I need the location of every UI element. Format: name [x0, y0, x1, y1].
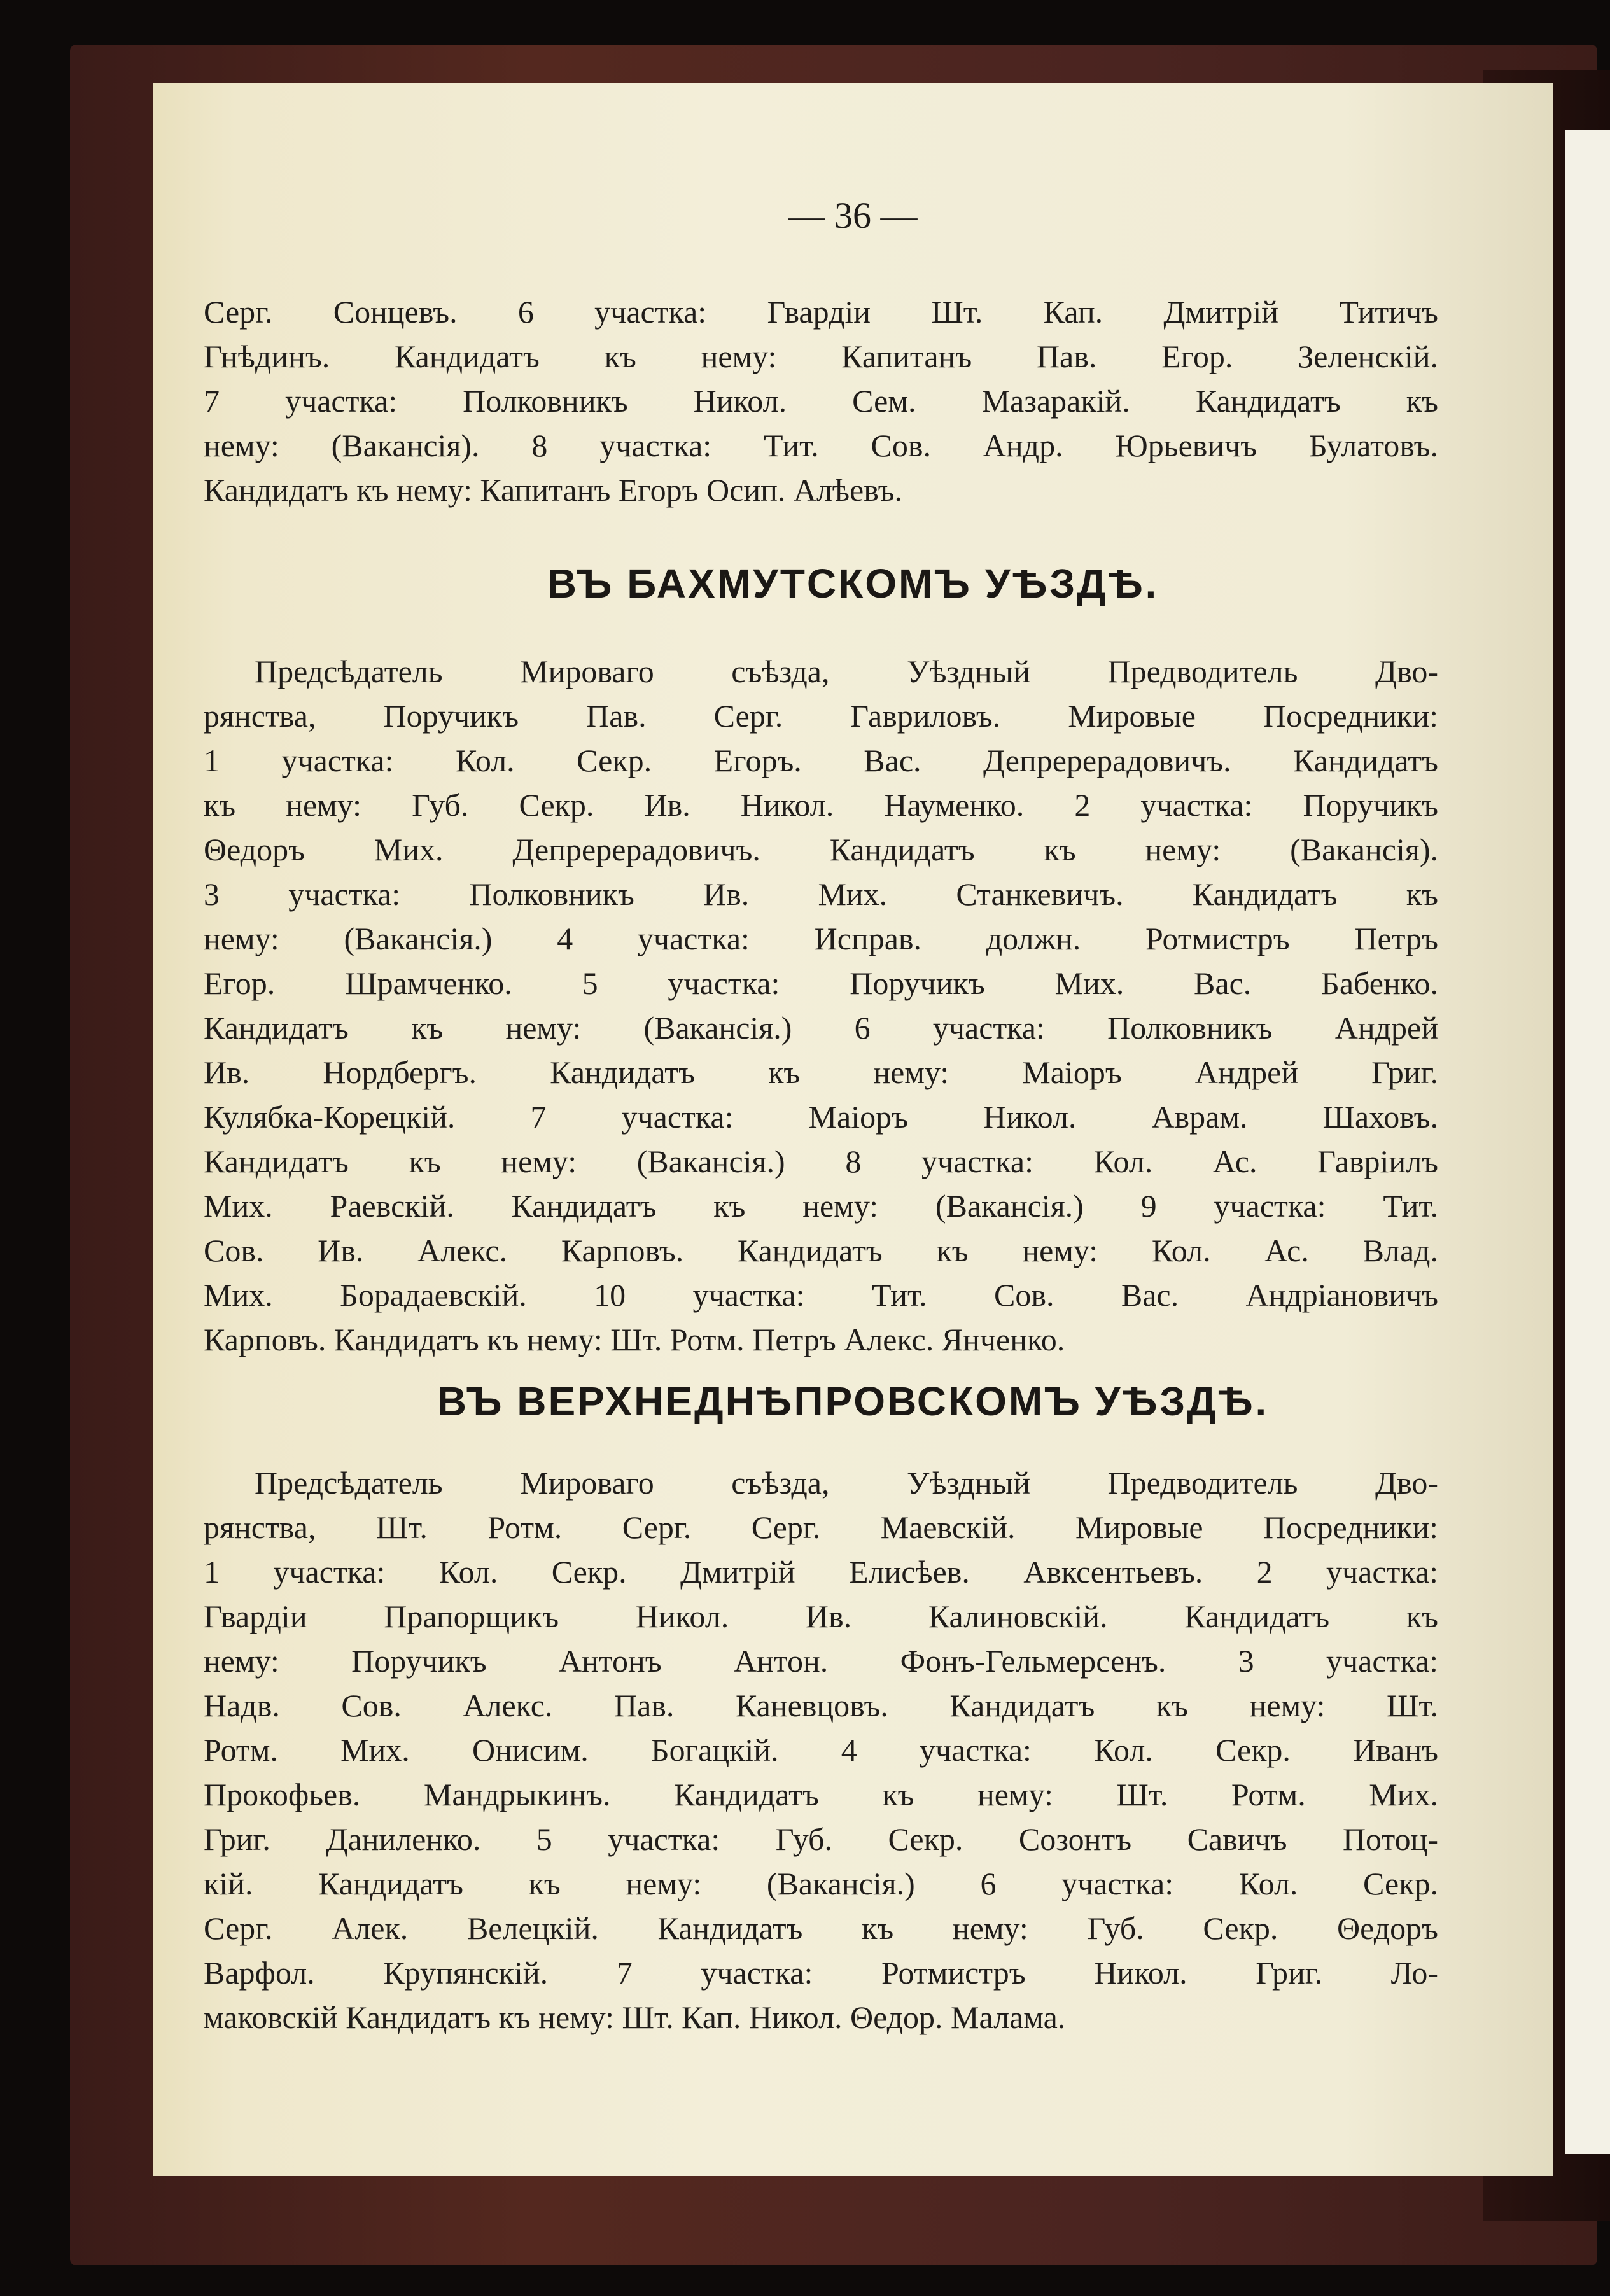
text-line: Сов. Ив. Алекс. Карповъ. Кандидатъ къ нему: Кол. Ас. Влад. [204, 1233, 1438, 1268]
text-line: Григ. Даниленко. 5 участка: Губ. Секр. Созонтъ Савичъ Потоц- [204, 1821, 1438, 1857]
paragraph-bakhmut [204, 649, 1438, 1362]
adjacent-page-edge [1565, 130, 1610, 2154]
text-line: Предсѣдатель Мироваго съѣзда, Уѣздный Предводитель Дво- [255, 654, 1438, 689]
text-line: Карповъ. Кандидатъ къ нему: Шт. Ротм. Петръ Алекс. Янченко. [204, 1322, 1065, 1357]
text-line: Надв. Сов. Алекс. Пав. Каневцовъ. Кандидатъ къ нему: Шт. [204, 1688, 1438, 1723]
text-line: Серг. Сонцевъ. 6 участка: Гвардіи Шт. Кап. Дмитрій Титичъ [204, 294, 1438, 330]
text-line: 1 участка: Кол. Секр. Дмитрій Елисѣев. Авксентьевъ. 2 участка: [204, 1554, 1438, 1590]
page-number: — 36 — [788, 195, 918, 236]
text-line: нему: Поручикъ Антонъ Антон. Фонъ-Гельмерсенъ. 3 участка: [204, 1643, 1438, 1679]
text-line: Кулябка-Корецкій. 7 участка: Маіоръ Никол. Аврам. Шаховъ. [204, 1099, 1438, 1135]
text-line: 3 участка: Полковникъ Ив. Мих. Станкевичъ. Кандидатъ къ [204, 876, 1438, 912]
text-line: Гнѣдинъ. Кандидатъ къ нему: Капитанъ Пав. Егор. Зеленскій. [204, 339, 1438, 374]
text-line: 7 участка: Полковникъ Никол. Сем. Мазаракій. Кандидатъ къ [204, 383, 1438, 419]
text-line: рянства, Поручикъ Пав. Серг. Гавриловъ. Мировые Посредники: [204, 698, 1438, 734]
text-line: Кандидатъ къ нему: (Вакансія.) 8 участка: Кол. Ас. Гавріилъ [204, 1144, 1438, 1179]
text-line: Варфол. Крупянскій. 7 участка: Ротмистръ Никол. Григ. Ло- [204, 1955, 1438, 1991]
paragraph-verkhnedneprovsk [204, 1460, 1438, 2040]
text-line: кій. Кандидатъ къ нему: (Вакансія.) 6 участка: Кол. Секр. [204, 1866, 1438, 1901]
text-line: Ротм. Мих. Онисим. Богацкій. 4 участка: Кол. Секр. Иванъ [204, 1732, 1438, 1768]
section-heading-bakhmut: ВЪ БАХМУТСКОМЪ УѢЗДѢ. [547, 561, 1159, 606]
text-line: Кандидатъ къ нему: Капитанъ Егоръ Осип. Алѣевъ. [204, 472, 902, 508]
text-line: рянства, Шт. Ротм. Серг. Серг. Маевскій. Мировые Посредники: [204, 1509, 1438, 1545]
text-line: Серг. Алек. Велецкій. Кандидатъ къ нему: Губ. Секр. Θедоръ [204, 1910, 1438, 1946]
text-line: Гвардіи Прапорщикъ Никол. Ив. Калиновскій. Кандидатъ къ [204, 1599, 1438, 1634]
text-line: Ив. Нордбергъ. Кандидатъ къ нему: Маіоръ Андрей Григ. [204, 1054, 1438, 1090]
text-line: 1 участка: Кол. Секр. Егоръ. Вас. Депререрадовичъ. Кандидатъ [204, 743, 1438, 778]
text-line: Мих. Борадаевскій. 10 участка: Тит. Сов. Вас. Андріановичъ [204, 1277, 1438, 1313]
text-line: нему: (Вакансія.) 4 участка: Исправ. должн. Ротмистръ Петръ [204, 921, 1438, 956]
text-line: Предсѣдатель Мироваго съѣзда, Уѣздный Предводитель Дво- [255, 1465, 1438, 1501]
paragraph-continuation [204, 290, 1438, 512]
text-line: Кандидатъ къ нему: (Вакансія.) 6 участка: Полковникъ Андрей [204, 1010, 1438, 1046]
text-line: Егор. Шрамченко. 5 участка: Поручикъ Мих. Вас. Бабенко. [204, 965, 1438, 1001]
text-line: Мих. Раевскій. Кандидатъ къ нему: (Вакансія.) 9 участка: Тит. [204, 1188, 1438, 1224]
text-line: къ нему: Губ. Секр. Ив. Никол. Науменко. 2 участка: Поручикъ [204, 787, 1438, 823]
section-heading-verkhnedneprovsk: ВЪ ВЕРХНЕДНѢПРОВСКОМЪ УѢЗДѢ. [437, 1378, 1269, 1424]
text-line: нему: (Вакансія). 8 участка: Тит. Сов. Андр. Юрьевичъ Булатовъ. [204, 428, 1438, 463]
text-line: Прокофьев. Мандрыкинъ. Кандидатъ къ нему: Шт. Ротм. Мих. [204, 1777, 1438, 1812]
text-line: маковскій Кандидатъ къ нему: Шт. Кап. Никол. Θедор. Малама. [204, 1999, 1066, 2035]
text-line: Θедоръ Мих. Депререрадовичъ. Кандидатъ къ нему: (Вакансія). [204, 832, 1438, 867]
